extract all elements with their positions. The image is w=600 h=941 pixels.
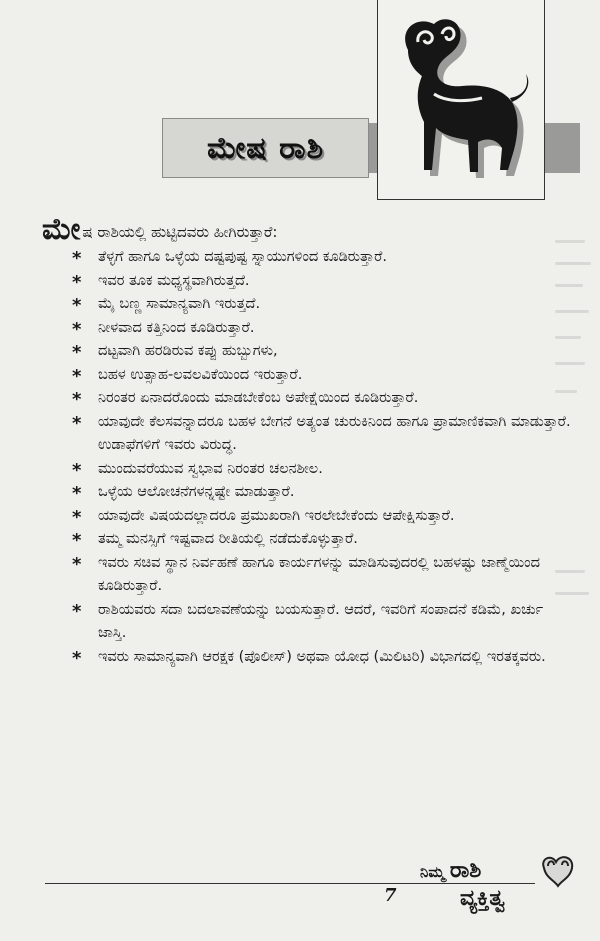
list-item [72,387,572,411]
trait-text: ಬಹಳ ಉತ್ಸಾಹ-ಲವಲವಿಕೆಯಿಂದ ಇರುತ್ತಾರೆ. [98,366,303,383]
list-item [72,481,572,505]
list-item [72,317,572,341]
trait-text: ತೆಳ್ಳಗೆ ಹಾಗೂ ಒಳ್ಳೆಯ ದಷ್ಟಪುಷ್ಟ ಸ್ನಾಯುಗಳಿಂದ ಕೂಡಿರುತ್ತಾರೆ. [98,249,387,265]
trait-text: ಮೈ ಬಣ್ಣ ಸಾಮಾನ್ಯವಾಗಿ ಇರುತ್ತದೆ. [98,296,261,312]
list-item [72,458,572,482]
trait-text: ತಮ್ಮ ಮನಸ್ಸಿಗೆ ಇಷ್ಟವಾದ ರೀತಿಯಲ್ಲಿ ನಡೆದುಕೊಳ್ಳುತ್ತಾರೆ. [98,531,358,547]
bullet-star: * [72,248,82,269]
bullet-star: * [72,271,82,293]
zodiac-image-frame [377,0,545,200]
list-item [72,246,572,270]
trait-text: ಇವರು ಸಾಮಾನ್ಯವಾಗಿ ಆರಕ್ಷಕ (ಪೊಲೀಸ್) ಅಥವಾ ಯೋಧ (ಮಿಲಿಟರಿ) ವಿಭಾಗದಲ್ಲಿ ಇರತಕ್ಕವರು. [98,648,546,665]
trait-text: ನೀಳವಾದ ಕತ್ತಿನಿಂದ ಕೂಡಿರುತ್ತಾರೆ. [98,319,255,336]
trait-text: ಯಾವುದೇ ಕೆಲಸವನ್ನಾದರೂ ಬಹಳ ಬೇಗನೆ ಅತ್ಯಂತ ಚುರುಕಿನಿಂದ ಹಾಗೂ ಪ್ರಾಮಾಣಿಕವಾಗಿ ಮಾಡುತ್ತಾರೆ. ಉಡಾಫೆಗಳಿಗೆ ಇವರು ವಿರುದ್ಧ. [98,413,571,453]
bullet-star: * [72,412,82,434]
footer-brand-prefix: ನಿಮ್ಮ [420,863,445,881]
bullet-star: * [72,530,82,551]
list-item [72,270,572,294]
list-item [72,411,572,458]
trait-text: ದಟ್ಟವಾಗಿ ಹರಡಿರುವ ಕಪ್ಪು ಹುಬ್ಬುಗಳು, [98,343,278,359]
list-item [72,340,572,364]
trait-text: ಒಳ್ಳೆಯ ಆಲೋಚನೆಗಳನ್ನಷ್ಟೇ ಮಾಡುತ್ತಾರೆ. [98,484,295,500]
list-item [72,552,572,599]
page-title: ಮೇಷ ರಾಶಿ [206,130,325,166]
footer-brand [420,852,580,932]
bullet-star: * [72,483,82,504]
bullet-star: * [72,342,82,363]
drop-cap: ಮೇ [42,212,81,247]
bullet-star: * [72,295,82,316]
list-item [72,293,572,317]
list-item [72,599,572,646]
trait-text: ಯಾವುದೇ ವಿಷಯದಲ್ಲಾದರೂ ಪ್ರಮುಖರಾಗಿ ಇರಲೇಬೇಕೆಂದು ಆಪೇಕ್ಷಿಸುತ್ತಾರೆ. [98,507,455,524]
bullet-star: * [72,647,82,669]
list-item [72,646,572,670]
bullet-star: * [72,389,82,410]
intro-line [42,205,562,245]
trait-list [72,246,572,669]
trait-text: ಇವರ ತೂಕ ಮಧ್ಯಸ್ಥವಾಗಿರುತ್ತದೆ. [98,272,250,289]
list-item [72,364,572,388]
bullet-star: * [72,553,82,575]
list-item [72,505,572,529]
trait-text: ಮುಂದುವರೆಯುವ ಸ್ವಭಾವ ನಿರಂತರ ಚಲನಶೀಲ. [98,460,323,477]
page-number: 7 [384,885,397,906]
footer-brand-line2: ವ್ಯಕ್ತಿತ್ವ [460,886,505,911]
trait-text: ಇವರು ಸಚಿವ ಸ್ಥಾನ ನಿರ್ವಹಣೆ ಹಾಗೂ ಕಾರ್ಯಗಳನ್ನು ಮಾಡಿಸುವುದರಲ್ಲಿ ಬಹಳಷ್ಟು ಜಾಣ್ಮೆಯಿಂದ ಕೂಡಿರುತ್ತಾರೆ. [98,554,540,594]
heading-box [162,118,369,178]
trait-text: ರಾಶಿಯವರು ಸದಾ ಬದಲಾವಣೆಯನ್ನು ಬಯಸುತ್ತಾರೆ. ಆದರೆ, ಇವರಿಗೆ ಸಂಪಾದನೆ ಕಡಿಮೆ, ಖರ್ಚು ಜಾಸ್ತಿ. [98,601,544,641]
aries-ram-icon [386,10,536,190]
footer-brand-word: ರಾಶಿ [449,858,482,883]
ram-head-icon [538,852,578,892]
bullet-star: * [72,365,82,387]
bullet-star: * [72,506,82,528]
bullet-star: * [72,318,82,340]
footer-brand-line1 [420,858,481,883]
trait-text: ನಿರಂತರ ಏನಾದರೊಂದು ಮಾಡಬೇಕೆಂಬ ಅಪೇಕ್ಷೆಯಿಂದ ಕೂಡಿರುತ್ತಾರೆ. [98,390,419,406]
list-item [72,528,572,552]
intro-text: ಷ ರಾಶಿಯಲ್ಲಿ ಹುಟ್ಟಿದವರು ಹೀಗಿರುತ್ತಾರೆ: [82,223,278,241]
bullet-star: * [72,459,82,481]
bullet-star: * [72,600,82,622]
